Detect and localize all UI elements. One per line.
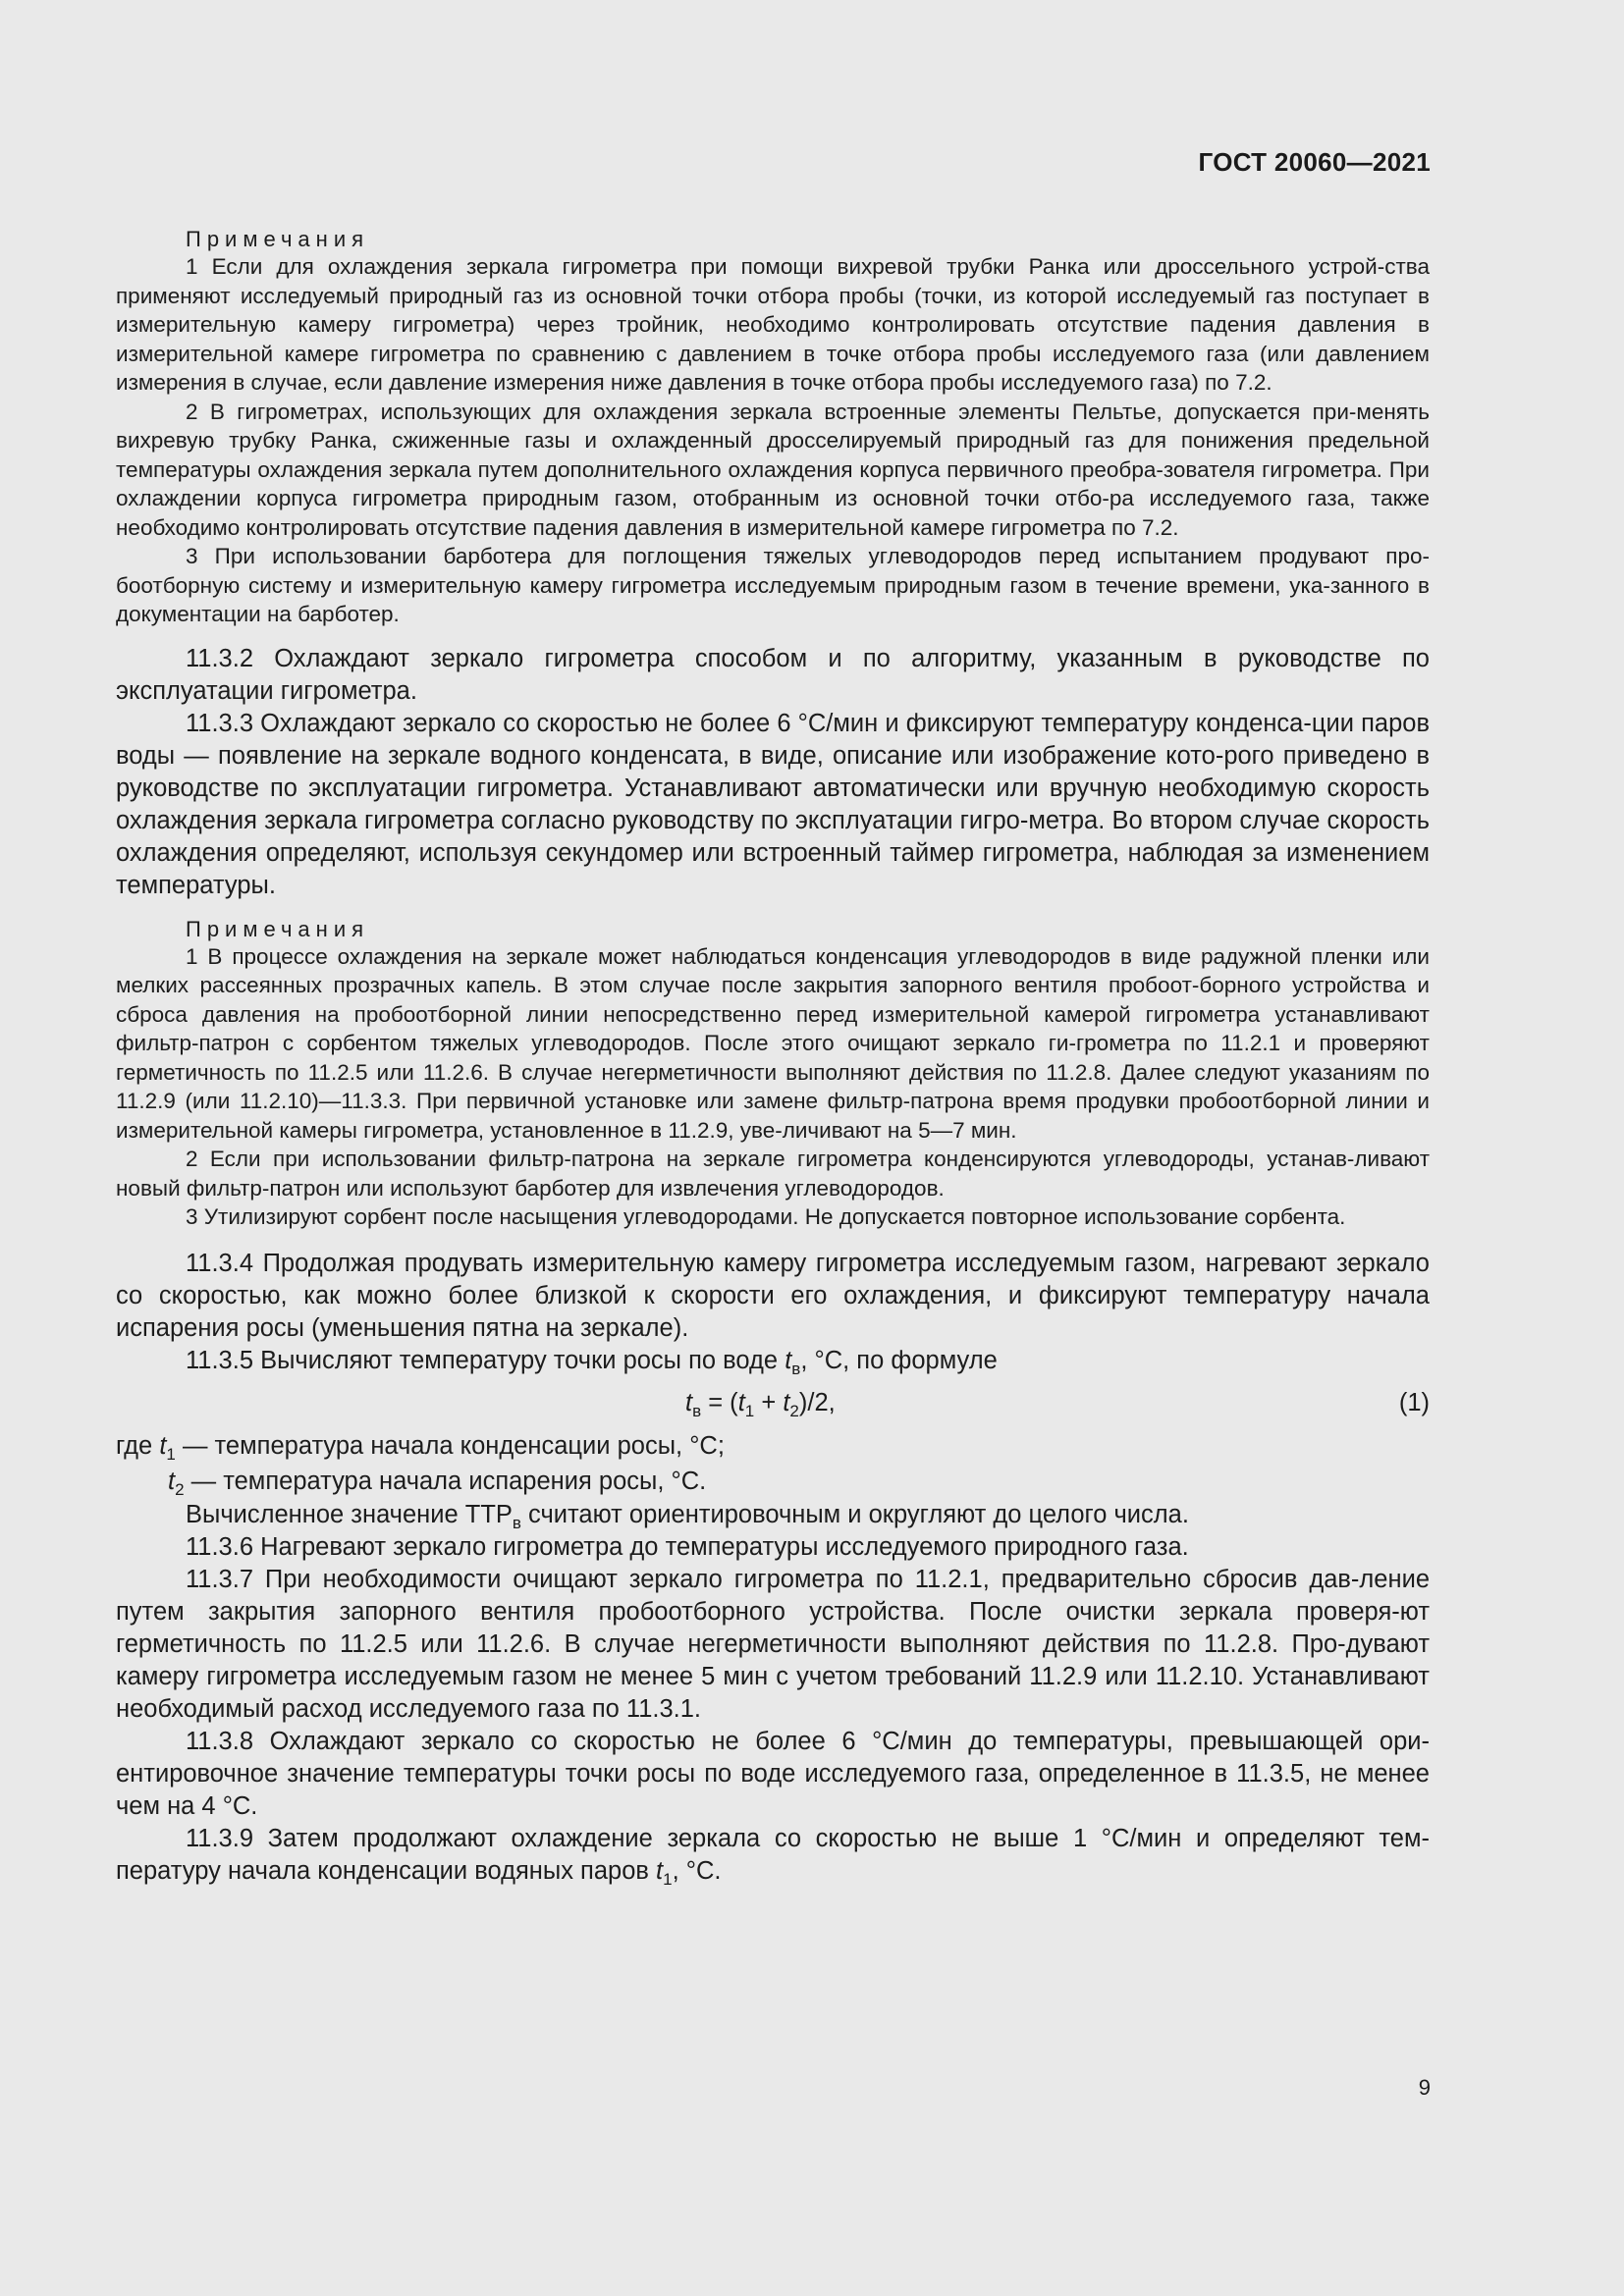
- computed-value-note: Вычисленное значение $ТТР_в$ считают ориентировочным и округляют до целого числа.: [186, 1500, 1189, 1532]
- paragraph-11-3-2: 11.3.2 Охлаждают зеркало гигрометра способом и по алгоритму, указанным в руководстве по эксплуатации гигрометра.: [116, 644, 1430, 705]
- note-item: 1 В процессе охлаждения на зеркале может наблюдаться конденсация углеводородов в виде радужной пленки или мелких рассеянных прозрачных капель. В этом случае после закрытия запорного вентиля пробоот-борного устройства и сброса давления на пробоотборной линии непосредственно перед измерительной камерой гигрометра устанавливают фильтр-патрон с сорбентом тяжелых углеводородов. После этого очищают зеркало ги-грометра по 11.2.1 и проверяют герметичность по 11.2.5 или 11.2.6. В случае негерметичности выполняют действия по 11.2.8. Далее следуют указаниям по 11.2.9 (или 11.2.10)—11.3.3. При первичной установке или замене фильтр-патрона время продувки пробоотборной линии и измерительной камеры гигрометра, установленное в 11.2.9, уве-личивают на 5—7 мин.: [116, 943, 1430, 1143]
- paragraph-11-3-9: 11.3.9 Затем продолжают охлаждение зеркала со скоростью не выше 1 °С/мин и определяют тем-пературу начала конденсации водяных паров $t_1$, °С.: [116, 1824, 1430, 1889]
- where-t2: $t_2$ — температура начала испарения росы, °С.: [168, 1467, 707, 1499]
- paragraph-11-3-6: 11.3.6 Нагревают зеркало гигрометра до температуры исследуемого природного газа.: [186, 1532, 1189, 1561]
- note-item: 3 Утилизируют сорбент после насыщения углеводородами. Не допускается повторное использование сорбента.: [186, 1204, 1346, 1229]
- paragraph-11-3-7: 11.3.7 При необходимости очищают зеркало гигрометра по 11.2.1, предварительно сбросив дав-ление путем закрытия запорного вентиля пробоотборного устройства. После очистки зеркала проверя-ют герметичность по 11.2.5 или 11.2.6. В случае негерметичности выполняют действия по 11.2.8. Про-дувают камеру гигрометра исследуемым газом не менее 5 мин с учетом требований 11.2.9 или 11.2.10. Устанавливают необходимый расход исследуемого газа по 11.3.1.: [116, 1565, 1430, 1723]
- paragraph-11-3-3: 11.3.3 Охлаждают зеркало со скоростью не более 6 °С/мин и фиксируют температуру конденса-ции паров воды — появление на зеркале водного конденсата, в виде, описание или изображение кото-рого приведено в руководстве по эксплуатации гигрометра. Устанавливают автоматически или вручную необходимую скорость охлаждения зеркала гигрометра согласно руководству по эксплуатации гигро-метра. Во втором случае скорость охлаждения определяют, используя секундомер или встроенный таймер гигрометра, наблюдая за изменением температуры.: [116, 709, 1430, 899]
- document-id: ГОСТ 20060—2021: [1198, 147, 1431, 177]
- page-content: [116, 226, 1430, 1888]
- formula-number: (1): [1398, 1388, 1430, 1416]
- formula-row: [116, 1377, 1430, 1428]
- paragraph-11-3-4: 11.3.4 Продолжая продувать измерительную камеру гигрометра исследуемым газом, нагревают зеркало со скоростью, как можно более близкой к скорости его охлаждения, и фиксируют температуру начала испарения росы (уменьшения пятна на зеркале).: [116, 1249, 1430, 1342]
- note-item: 1 Если для охлаждения зеркала гигрометра при помощи вихревой трубки Ранка или дроссельного устрой-ства применяют исследуемый природный газ из основной точки отбора пробы (точки, из которой исследуемый газ поступает в измерительную камеру гигрометра) через тройник, необходимо контролировать отсутствие падения давления в измерительной камере гигрометра по сравнению с давлением в точке отбора пробы исследуемого газа (или давлением измерения в случае, если давление измерения ниже давления в точке отбора пробы исследуемого газа) по 7.2.: [116, 254, 1430, 395]
- where-t1: где $t_1$ — температура начала конденсации росы, °С;: [116, 1431, 725, 1464]
- paragraph-11-3-5: 11.3.5 Вычисляют температуру точки росы по воде $t_в$, °С, по формуле: [186, 1346, 998, 1378]
- notes-heading: Примечания: [186, 227, 370, 251]
- paragraph-11-3-8: 11.3.8 Охлаждают зеркало со скоростью не более 6 °С/мин до температуры, превышающей ори-ентировочное значение температуры точки росы по воде исследуемого газа, определенное в 11.3.5, не менее чем на 4 °С.: [116, 1727, 1430, 1820]
- dew-point-formula: $t_в = (t_1 + t_2)/2$,: [685, 1388, 836, 1420]
- page-number: 9: [1418, 2075, 1431, 2100]
- note-item: 2 В гигрометрах, использующих для охлаждения зеркала встроенные элементы Пельтье, допускается при-менять вихревую трубку Ранка, сжиженные газы и охлажденный дросселируемый природный газ для понижения предельной температуры охлаждения зеркала путем дополнительного охлаждения корпуса первичного преобра-зователя гигрометра. При охлаждении корпуса гигрометра природным газом, отобранным из основной точки отбо-ра исследуемого газа, также необходимо контролировать отсутствие падения давления в измерительной камере гигрометра по 7.2.: [116, 399, 1430, 540]
- notes-heading: Примечания: [186, 916, 370, 941]
- notes-block-2: [116, 916, 1430, 1232]
- note-item: 3 При использовании барботера для поглощения тяжелых углеводородов перед испытанием продувают про-боотборную систему и измерительную камеру гигрометра исследуемым природным газом в течение времени, ука-занного в документации на барботер.: [116, 544, 1430, 626]
- notes-block-1: [116, 226, 1430, 629]
- note-item: 2 Если при использовании фильтр-патрона на зеркале гигрометра конденсируются углеводороды, устанав-ливают новый фильтр-патрон или используют барботер для извлечения углеводородов.: [116, 1147, 1430, 1201]
